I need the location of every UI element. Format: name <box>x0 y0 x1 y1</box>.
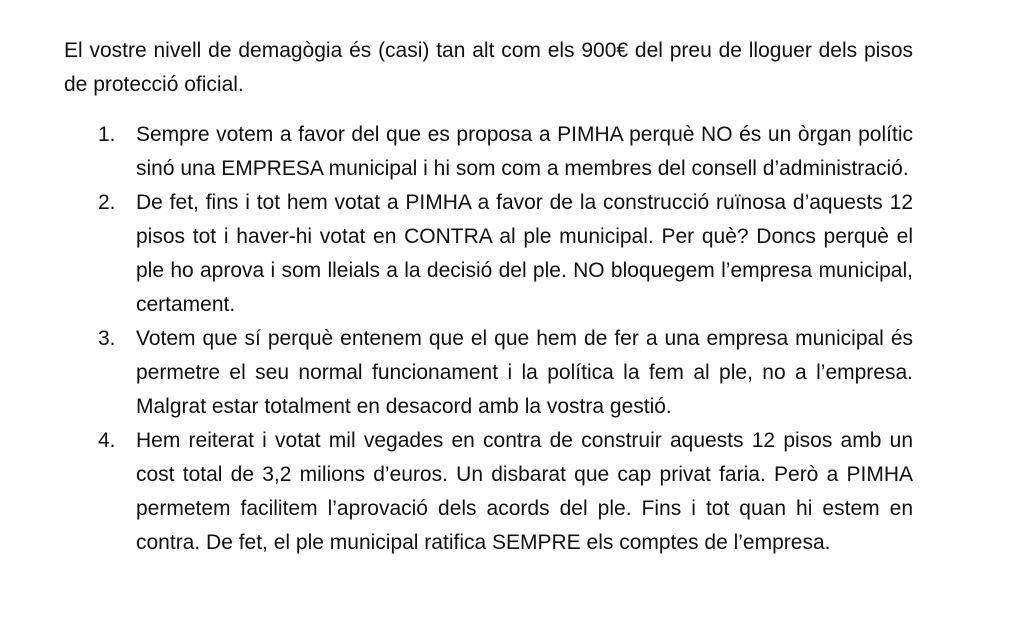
list-item-text: De fet, fins i tot hem votat a PIMHA a favor de la construcció ruïnosa d’aquests 12 pisos tot i haver-hi votat en CONTRA al ple municipal. Per què? Doncs perquè el ple ho aprova i som lleials a la decisió del ple. NO bloquegem l’empresa municipal, certament. <box>136 191 913 316</box>
list-item-number: 2. <box>98 191 116 214</box>
list-item <box>64 424 913 560</box>
list-item <box>64 118 913 186</box>
document-body <box>64 34 913 560</box>
intro-paragraph: El vostre nivell de demagògia és (casi) tan alt com els 900€ del preu de lloguer dels pisos de protecció oficial. <box>64 39 913 96</box>
list-item-number: 1. <box>98 123 116 146</box>
list-item <box>64 186 913 322</box>
list-item-number: 4. <box>98 429 116 452</box>
numbered-list <box>64 118 913 560</box>
list-item <box>64 322 913 424</box>
list-item-number: 3. <box>98 327 116 350</box>
list-item-text: Sempre votem a favor del que es proposa a PIMHA perquè NO és un òrgan polític sinó una EMPRESA municipal i hi som com a membres del consell d’administració. <box>136 123 913 180</box>
list-item-text: Hem reiterat i votat mil vegades en contra de construir aquests 12 pisos amb un cost total de 3,2 milions d’euros. Un disbarat que cap privat faria. Però a PIMHA permetem facilitem l’aprovació dels acords del ple. Fins i tot quan hi estem en contra. De fet, el ple municipal ratifica SEMPRE els comptes de l’empresa. <box>136 429 913 554</box>
list-item-text: Votem que sí perquè entenem que el que hem de fer a una empresa municipal és permetre el seu normal funcionament i la política la fem al ple, no a l’empresa. Malgrat estar totalment en desacord amb la vostra gestió. <box>136 327 913 418</box>
